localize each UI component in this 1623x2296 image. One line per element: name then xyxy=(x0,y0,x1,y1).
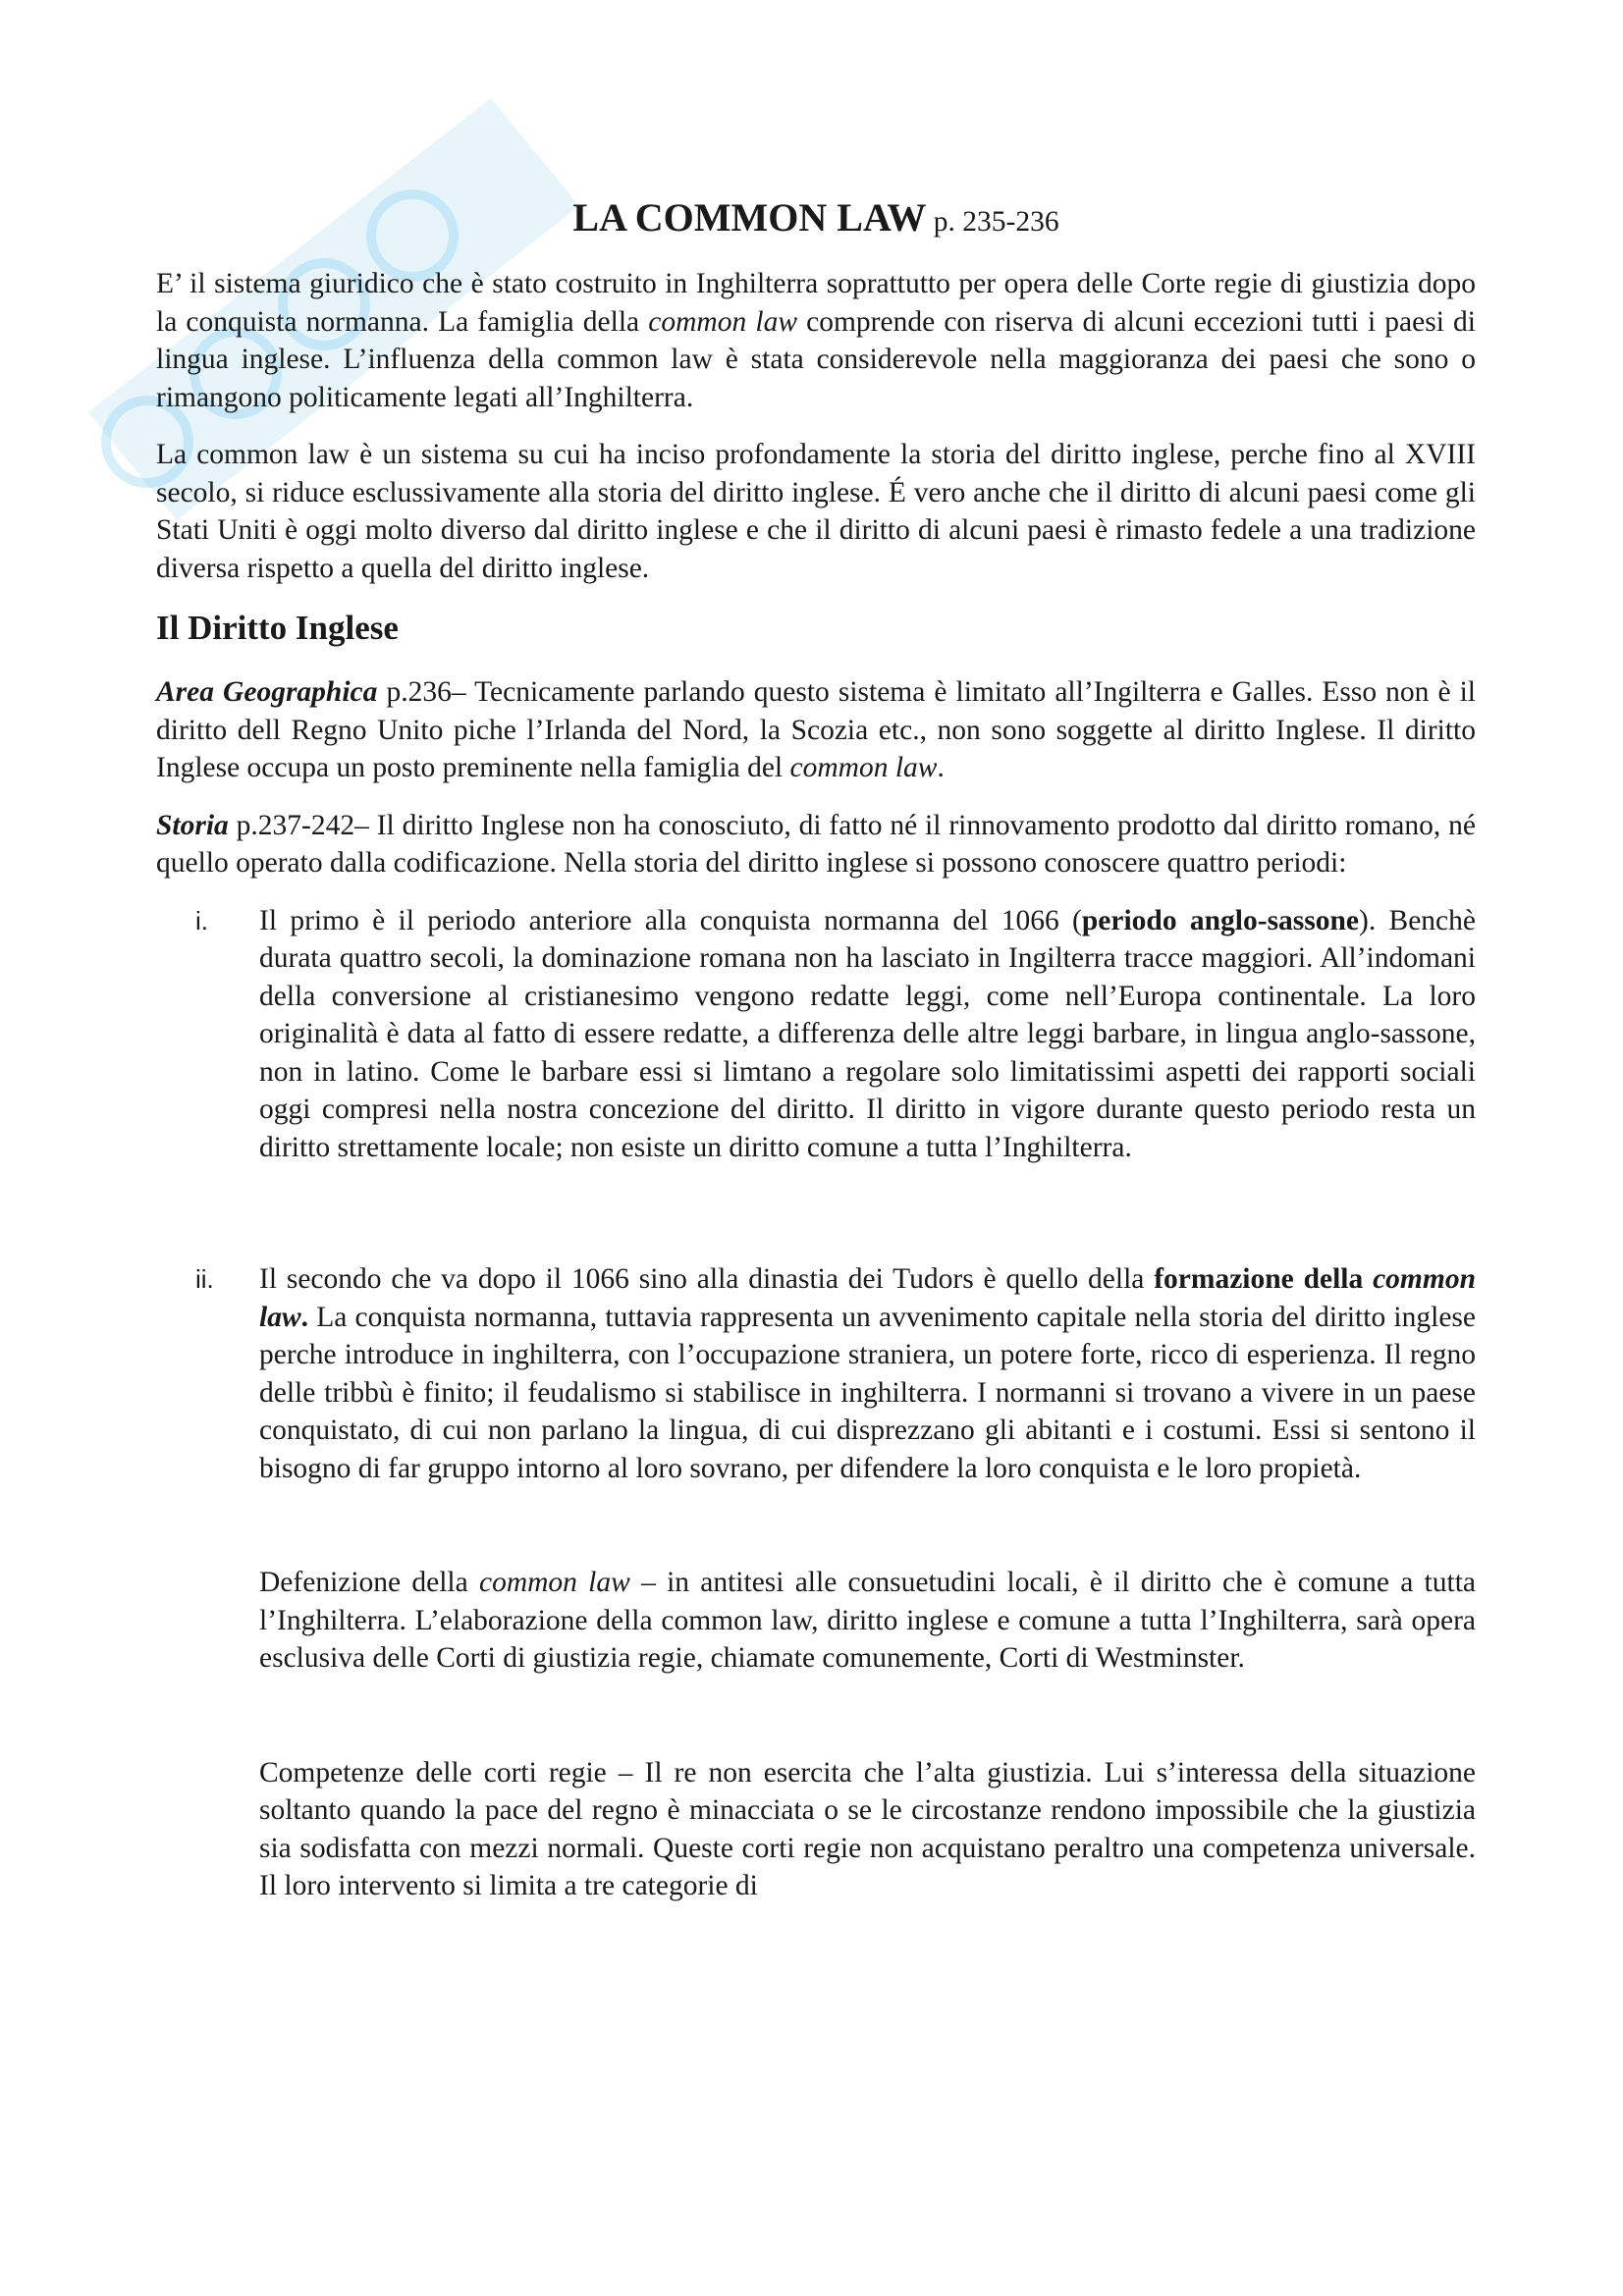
area-pages: p.236– xyxy=(377,676,475,708)
intro-text-1: E’ il sistema giuridico che è stato costruito in Inghilterra soprattutto per opera delle Corte regie di giustizia dopo la conquista normanna. La famiglia della xyxy=(156,268,1476,338)
section-heading: Il Diritto Inglese xyxy=(156,609,399,647)
title-main: LA COMMON LAW xyxy=(572,195,927,240)
storia-pages: p.237-242– xyxy=(228,809,377,841)
period-1-before: Il primo è il periodo anteriore alla conquista normanna del 1066 ( xyxy=(259,904,1082,936)
list-item-period-2 xyxy=(156,1260,1476,1487)
area-paragraph xyxy=(156,673,1476,787)
area-italic: common law xyxy=(789,752,938,783)
definizione-paragraph xyxy=(259,1564,1476,1678)
competenze-block xyxy=(156,1754,1476,1905)
period-1-after: ). Benchè durata quattro secoli, la dominazione romana non ha lasciato in Ingilterra tracce maggiori. All’indomani della conversione al cristianesimo vengono redatte leggi, come nell’Europa continentale. La loro originalità è data al fatto di essere redatte, a differenza delle altre leggi barbare, in lingua anglo-sassone, non in latino. Come le barbare essi si limtano a regolare solo limitatissimi aspetti dei rapporti sociali oggi compresi nella nostra concezione del diritto. Il diritto in vigore durante questo periodo resta un diritto strettamente locale; non esiste un diritto comune a tutta l’Inghilterra. xyxy=(259,904,1476,1163)
competenze-paragraph: Competenze delle corti regie – Il re non esercita che l’alta giustizia. Lui s’interessa della situazione soltanto quando la pace del regno è minacciata o se le circostanze rendono impossibile che la giustizia sia sodisfatta con mezzi normali. Queste corti regie non acquistano peraltro una competenza universale. Il loro intervento si limita a tre categorie di xyxy=(259,1756,1476,1901)
period-2-bold: formazione della xyxy=(1154,1263,1374,1295)
definizione-italic: common law xyxy=(478,1567,630,1598)
intro-paragraph xyxy=(156,265,1476,416)
list-marker: ii. xyxy=(195,1264,214,1294)
list-marker: i. xyxy=(195,905,208,935)
period-1-text xyxy=(259,902,1476,1167)
area-text: Tecnicamente parlando questo sistema è limitato all’Ingilterra e Galles. Esso non è il diritto dell Regno Unito piche l’Irlanda del Nord, la Scozia etc., non sono soggette al diritto Inglese. Il diritto Inglese occupa un posto preminente nella famiglia del xyxy=(156,676,1477,783)
period-2-bold-end: . xyxy=(300,1301,308,1333)
definizione-block xyxy=(156,1564,1476,1678)
second-paragraph: La common law è un sistema su cui ha inciso profondamente la storia del diritto inglese, perche fino al XVIII secolo, si riduce esclussivamente alla storia del diritto inglese. É vero anche che il diritto di alcuni paesi come gli Stati Uniti è oggi molto diverso dal diritto inglese e che il diritto di alcuni paesi è rimasto fedele a una tradizione diversa rispetto a quella del diritto inglese. xyxy=(156,439,1476,584)
definizione-before: Defenizione della xyxy=(259,1567,479,1598)
storia-paragraph xyxy=(156,807,1476,882)
intro-italic: common law xyxy=(648,305,797,338)
period-2-bold-italic: common law xyxy=(259,1263,1476,1333)
area-label: Area Geographica xyxy=(156,676,378,708)
storia-text: Il diritto Inglese non ha conosciuto, di fatto né il rinnovamento prodotto dal diritto romano, né quello operato dalla codificazione. Nella storia del diritto inglese si possono conoscere quattro periodi: xyxy=(156,809,1476,879)
area-end: . xyxy=(937,752,945,783)
title-pages: p. 235-236 xyxy=(933,206,1059,238)
list-item-period-1 xyxy=(156,902,1476,1167)
document-page xyxy=(156,192,1476,1905)
period-2-before: Il secondo che va dopo il 1066 sino alla dinastia dei Tudors è quello della xyxy=(259,1263,1155,1295)
document-title xyxy=(156,192,1476,247)
period-2-text xyxy=(259,1260,1476,1487)
definizione-after: – in antitesi alle consuetudini locali, è il diritto che è comune a tutta l’Inghilterra. L’elaborazione della common law, diritto inglese e comune a tutta l’Inghilterra, sarà opera esclusiva delle Corti di giustizia regie, chiamate comunemente, Corti di Westminster. xyxy=(259,1567,1476,1674)
intro-text-2: comprende con riserva di alcuni eccezioni tutti i paesi di lingua inglese. L’influenza della common law è stata considerevole nella maggioranza dei paesi che sono o rimangono politicamente legati all’Inghilterra. xyxy=(156,305,1476,413)
period-1-bold: periodo anglo-sassone xyxy=(1081,904,1360,936)
storia-label: Storia xyxy=(156,809,229,841)
period-2-after: La conquista normanna, tuttavia rappresenta un avvenimento capitale nella storia del diritto inglese perche introduce in inghilterra, con l’occupazione straniera, un potere forte, ricco di esperienza. Il regno delle tribbù è finito; il feudalismo si stabilisce in inghilterra. I normanni si trovano a vivere in un paese conquistato, di cui non parlano la lingua, di cui disprezzano gli abitanti e i costumi. Essi si sentono il bisogno di far gruppo intorno al loro sovrano, per difendere la loro conquista e le loro propietà. xyxy=(259,1301,1476,1484)
